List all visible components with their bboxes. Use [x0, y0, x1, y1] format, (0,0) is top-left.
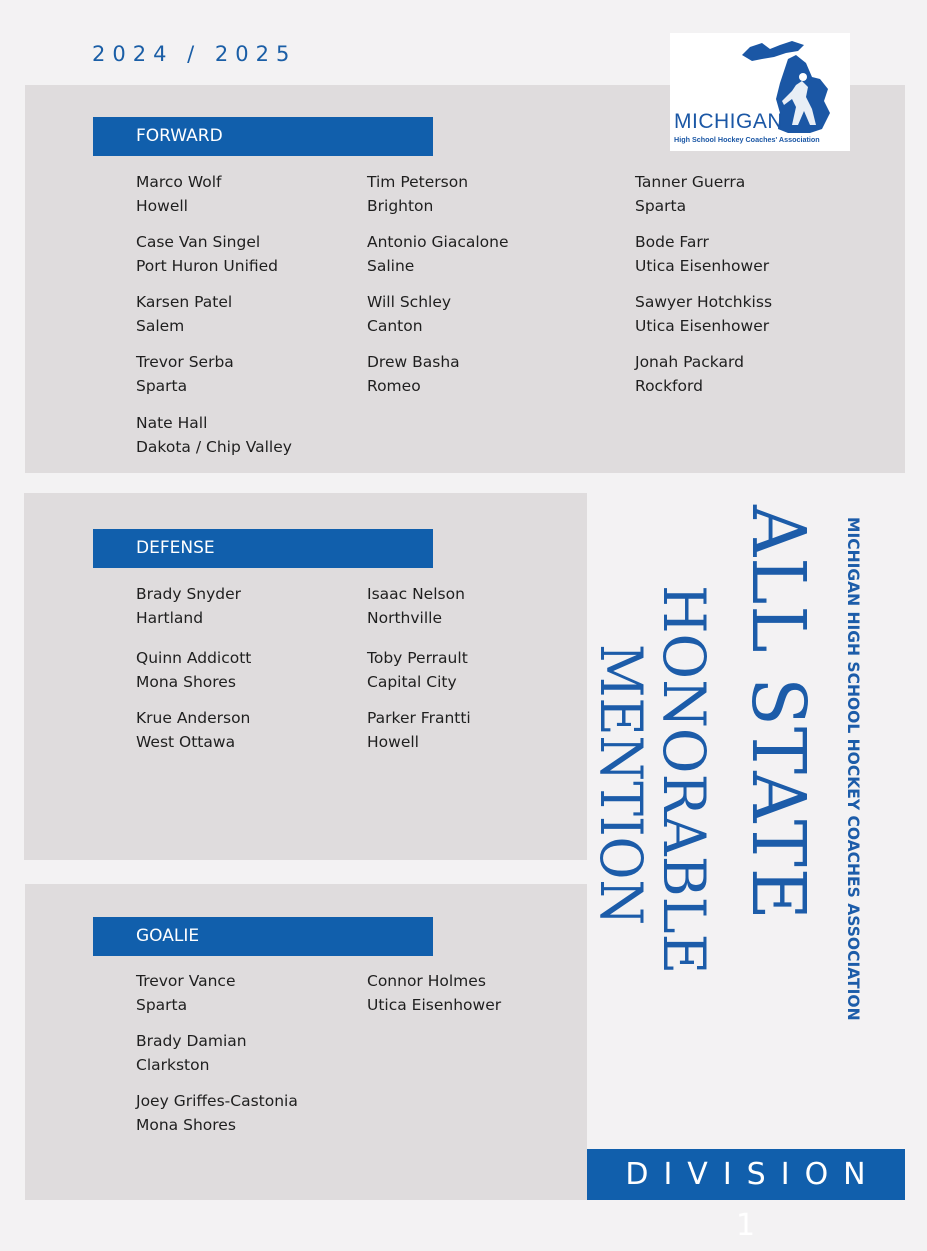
player-entry: Nate Hall Dakota / Chip Valley — [136, 414, 292, 456]
goalie-header: GOALIE — [93, 917, 433, 956]
logo-name: MICHIGAN — [674, 110, 783, 133]
player-entry: Parker Frantti Howell — [367, 709, 471, 751]
player-entry: Isaac Nelson Northville — [367, 585, 465, 627]
season-label: 2024 / 2025 — [92, 42, 297, 66]
player-entry: Sawyer Hotchkiss Utica Eisenhower — [635, 293, 773, 335]
player-entry: Karsen Patel Salem — [136, 293, 233, 335]
player-entry: Quinn Addicott Mona Shores — [136, 649, 252, 691]
player-entry: Jonah Packard Rockford — [635, 353, 744, 395]
title-honorable: HONORABLE — [650, 585, 718, 975]
defense-header: DEFENSE — [93, 529, 433, 568]
player-entry: Tanner Guerra Sparta — [635, 173, 746, 215]
player-entry: Case Van Singel Port Huron Unified — [136, 233, 279, 275]
player-entry: Connor Holmes Utica Eisenhower — [367, 972, 502, 1014]
player-entry: Marco Wolf Howell — [136, 173, 222, 215]
player-entry: Joey Griffes-Castonia Mona Shores — [136, 1092, 298, 1134]
player-entry: Bode Farr Utica Eisenhower — [635, 233, 770, 275]
forward-header: FORWARD — [93, 117, 433, 156]
defense-panel — [24, 493, 587, 860]
division-label: DIVISION 1 — [587, 1149, 905, 1200]
title-mention: MENTION — [587, 644, 655, 926]
association-logo — [670, 33, 850, 151]
logo-subtitle: High School Hockey Coaches' Association — [674, 135, 820, 144]
player-entry: Will Schley Canton — [367, 293, 452, 335]
player-entry: Antonio Giacalone Saline — [367, 233, 509, 275]
player-entry: Trevor Vance Sparta — [136, 972, 236, 1014]
association-name: MICHIGAN HIGH SCHOOL HOCKEY COACHES ASSOCIATION — [844, 517, 863, 1021]
player-entry: Drew Basha Romeo — [367, 353, 460, 395]
player-entry: Brady Damian Clarkston — [136, 1032, 247, 1074]
player-entry: Krue Anderson West Ottawa — [136, 709, 251, 751]
player-entry: Toby Perrault Capital City — [367, 649, 468, 691]
player-entry: Brady Snyder Hartland — [136, 585, 242, 627]
goalie-panel — [25, 884, 587, 1200]
player-entry: Tim Peterson Brighton — [367, 173, 469, 215]
player-entry: Trevor Serba Sparta — [136, 353, 234, 395]
title-all-state: ALL STATE — [735, 505, 821, 921]
